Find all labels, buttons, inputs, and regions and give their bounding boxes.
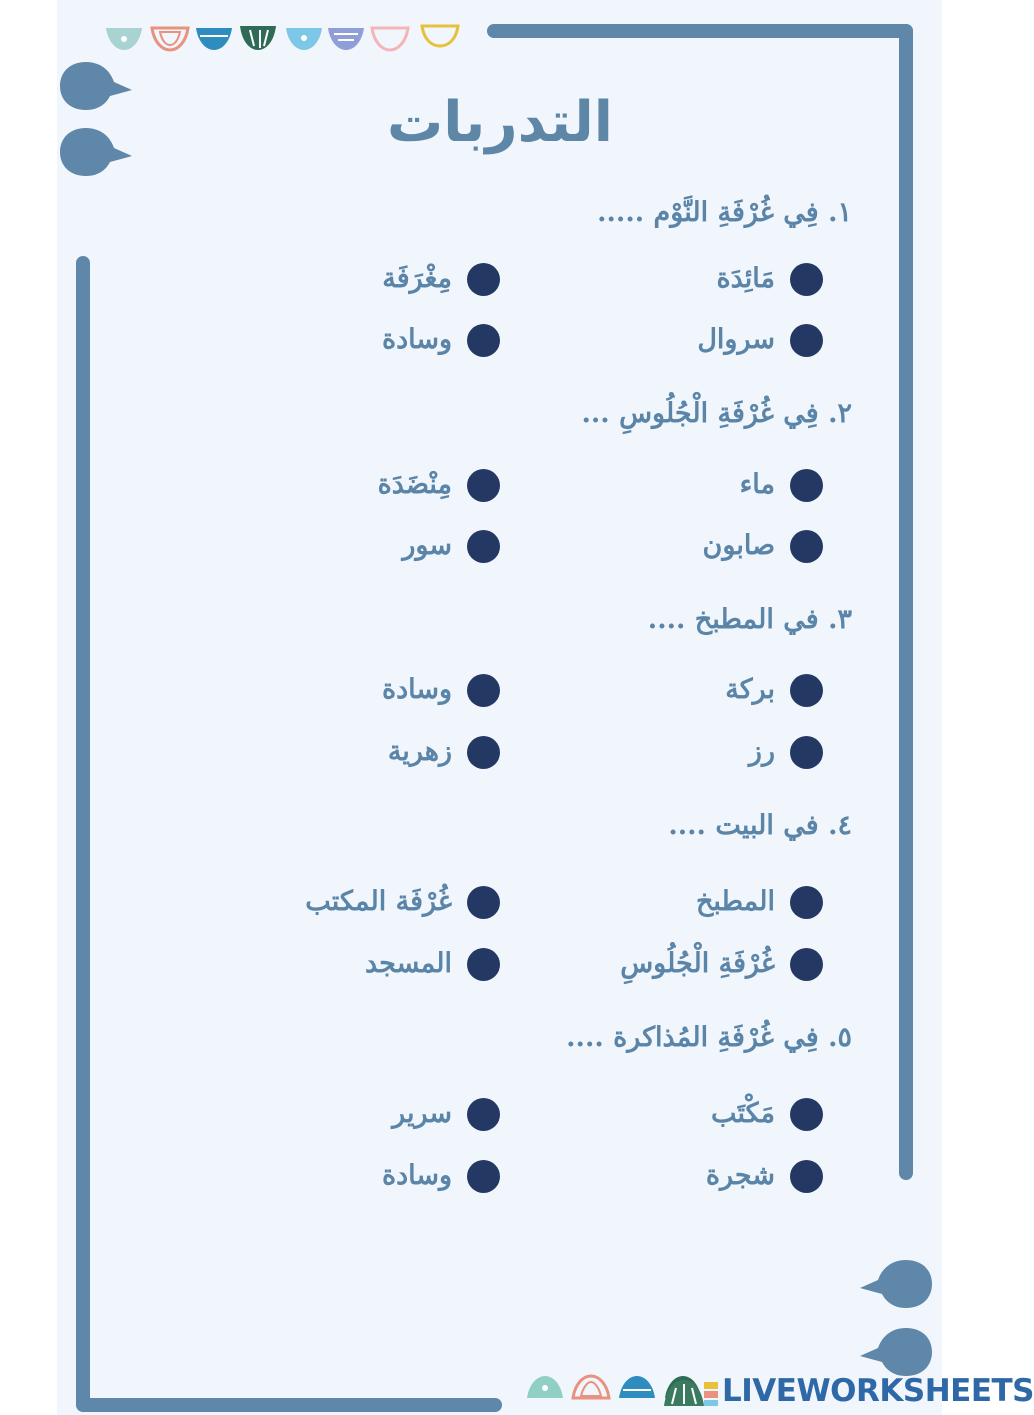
frame-border-left bbox=[76, 256, 90, 1411]
option-label: ماء bbox=[739, 469, 775, 500]
answer-option[interactable] bbox=[503, 259, 823, 299]
radio-dot[interactable] bbox=[467, 324, 500, 357]
answer-option[interactable] bbox=[503, 1094, 823, 1134]
option-label: وسادة bbox=[381, 674, 452, 705]
question-prompt: ١. فِي غُرْفَةِ النَّوْم ..... bbox=[597, 197, 852, 228]
option-label: مِغْرَفَة bbox=[382, 263, 452, 294]
answer-option[interactable] bbox=[503, 526, 823, 566]
answer-option[interactable] bbox=[503, 1156, 823, 1196]
option-label: سروال bbox=[697, 324, 775, 355]
radio-dot[interactable] bbox=[467, 886, 500, 919]
frame-border-top bbox=[487, 24, 913, 38]
question-prompt: ٥. فِي غُرْفَةِ المُذاكرة .... bbox=[566, 1022, 852, 1053]
question-prompt: ٢. فِي غُرْفَةِ الْجُلُوسِ ... bbox=[581, 398, 852, 429]
radio-dot[interactable] bbox=[467, 1098, 500, 1131]
answer-option[interactable] bbox=[120, 1156, 500, 1196]
radio-dot[interactable] bbox=[790, 469, 823, 502]
liveworksheets-watermark[interactable] bbox=[662, 1372, 1034, 1410]
watermark-text: LIVEWORKSHEETS bbox=[722, 1373, 1034, 1409]
option-label: وسادة bbox=[381, 324, 452, 355]
option-label: سرير bbox=[392, 1098, 452, 1129]
radio-dot[interactable] bbox=[790, 674, 823, 707]
radio-dot[interactable] bbox=[790, 263, 823, 296]
radio-dot[interactable] bbox=[467, 469, 500, 502]
question-prompt: ٤. في البيت .... bbox=[668, 810, 852, 841]
question-prompt: ٣. في المطبخ .... bbox=[647, 604, 852, 635]
option-label: غُرْفَة المكتب bbox=[305, 886, 452, 917]
option-label: مِنْضَدَة bbox=[377, 469, 452, 500]
option-label: وسادة bbox=[381, 1160, 452, 1191]
option-label: المسجد bbox=[364, 948, 452, 979]
radio-dot[interactable] bbox=[790, 324, 823, 357]
option-label: غُرْفَةِ الْجُلُوسِ bbox=[620, 948, 775, 979]
frame-border-bottom bbox=[76, 1398, 502, 1412]
answer-option[interactable] bbox=[120, 732, 500, 772]
option-label: مَائِدَة bbox=[716, 263, 775, 294]
answer-option[interactable] bbox=[120, 944, 500, 984]
answer-option[interactable] bbox=[503, 465, 823, 505]
option-label: زهرية bbox=[387, 736, 452, 767]
answer-option[interactable] bbox=[120, 526, 500, 566]
quote-mark-icon bbox=[856, 1258, 934, 1312]
radio-dot[interactable] bbox=[790, 736, 823, 769]
answer-option[interactable] bbox=[120, 259, 500, 299]
radio-dot[interactable] bbox=[467, 530, 500, 563]
option-label: المطبخ bbox=[695, 886, 775, 917]
answer-option[interactable] bbox=[120, 320, 500, 360]
liveworksheets-logo-icon bbox=[662, 1374, 722, 1408]
option-label: صابون bbox=[702, 530, 775, 561]
radio-dot[interactable] bbox=[790, 530, 823, 563]
radio-dot[interactable] bbox=[790, 1160, 823, 1193]
radio-dot[interactable] bbox=[467, 736, 500, 769]
option-label: سور bbox=[402, 530, 452, 561]
answer-option[interactable] bbox=[503, 320, 823, 360]
answer-option[interactable] bbox=[120, 1094, 500, 1134]
answer-option[interactable] bbox=[503, 944, 823, 984]
answer-option[interactable] bbox=[503, 882, 823, 922]
bowl-icon bbox=[104, 22, 464, 56]
radio-dot[interactable] bbox=[467, 263, 500, 296]
radio-dot[interactable] bbox=[790, 948, 823, 981]
radio-dot[interactable] bbox=[467, 948, 500, 981]
option-label: بركة bbox=[725, 674, 775, 705]
option-label: شجرة bbox=[705, 1160, 775, 1191]
radio-dot[interactable] bbox=[467, 674, 500, 707]
radio-dot[interactable] bbox=[790, 1098, 823, 1131]
option-label: مَكْتَب bbox=[710, 1098, 775, 1129]
answer-option[interactable] bbox=[503, 670, 823, 710]
frame-border-right bbox=[899, 24, 913, 1180]
answer-option[interactable] bbox=[120, 882, 500, 922]
radio-dot[interactable] bbox=[467, 1160, 500, 1193]
answer-option[interactable] bbox=[120, 465, 500, 505]
page-title: التدربات bbox=[387, 90, 613, 155]
option-label: رز bbox=[748, 736, 775, 767]
answer-option[interactable] bbox=[503, 732, 823, 772]
answer-option[interactable] bbox=[120, 670, 500, 710]
radio-dot[interactable] bbox=[790, 886, 823, 919]
